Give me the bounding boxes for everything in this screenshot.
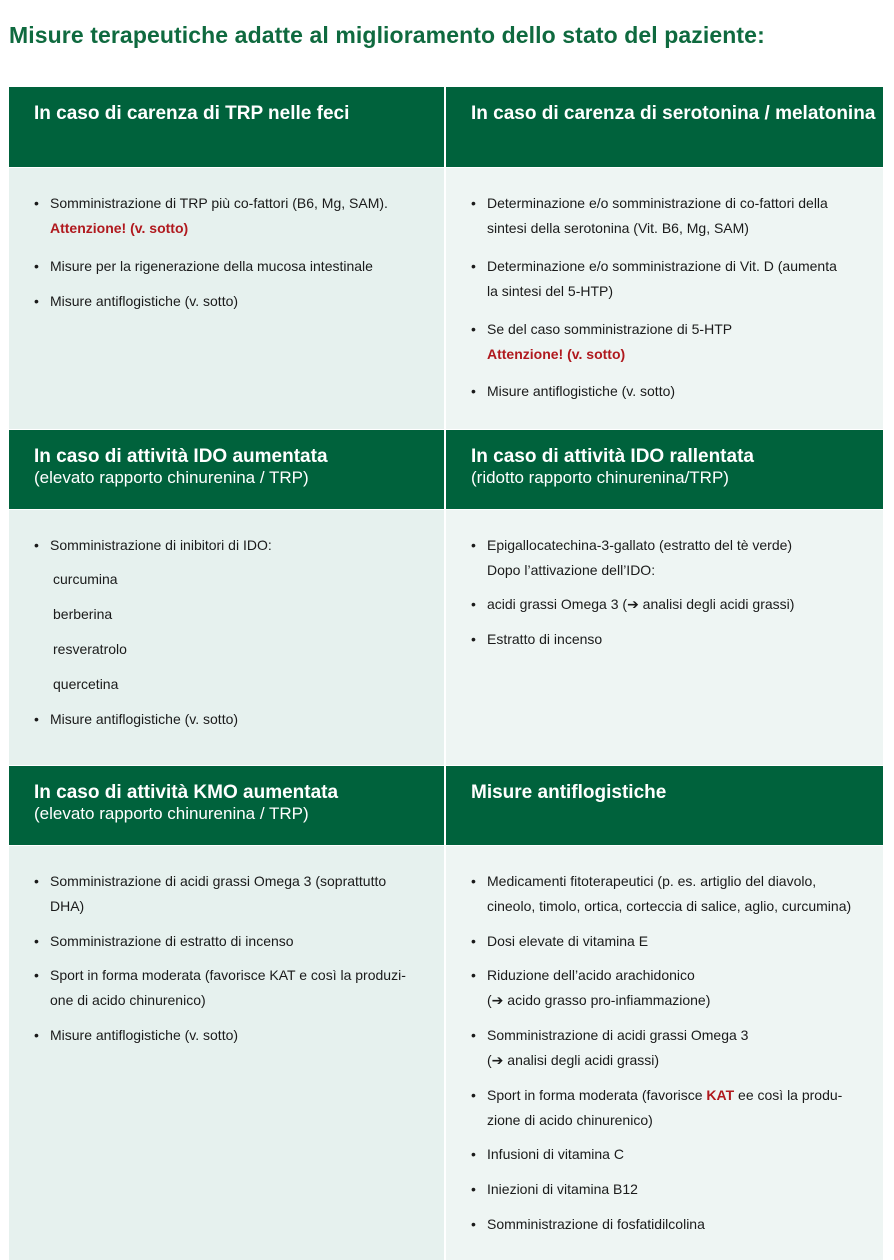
list-item: [471, 592, 869, 617]
item-text: Somministrazione di estratto di incenso: [50, 933, 294, 949]
section-title: In caso di carenza di TRP nelle feci: [34, 103, 350, 124]
item-text: [487, 1083, 869, 1108]
arrow-right-icon: ➔: [491, 992, 504, 1008]
list-item: [471, 1083, 869, 1133]
item-text: Estratto di incenso: [487, 631, 603, 647]
bullet: •: [471, 1181, 476, 1197]
section-title: In caso di attività IDO aumentata: [34, 446, 328, 467]
bullet: •: [34, 1027, 39, 1043]
section-title: In caso di carenza di serotonina / melatonina: [471, 103, 876, 124]
item-text: sintesi della serotonina (Vit. B6, Mg, SAM): [487, 220, 749, 236]
item-text: Dosi elevate di vitamina E: [487, 933, 649, 949]
item-text: DHA): [50, 898, 85, 914]
bullet: •: [471, 321, 476, 337]
highlight-kat: KAT: [706, 1087, 735, 1103]
item-text: Misure antiflogistiche (v. sotto): [50, 1027, 239, 1043]
section-subtitle: (elevato rapporto chinurenina / TRP): [34, 804, 309, 823]
sub-item: curcumina: [53, 571, 118, 587]
list-item: [471, 317, 869, 367]
body-kmo-aumentata: [9, 846, 444, 1260]
bullet: •: [34, 195, 39, 211]
list-item: [471, 1212, 869, 1237]
bullet: •: [471, 383, 476, 399]
item-text: one di acido chinurenico): [50, 992, 206, 1008]
warning-text: Attenzione! (v. sotto): [487, 346, 626, 362]
body-serotonina: [446, 168, 883, 429]
body-ido-rallentata: [446, 510, 883, 765]
list-item: [34, 963, 430, 1013]
item-text: Misure antiflogistiche (v. sotto): [487, 383, 676, 399]
item-text-part: acidi grassi Omega 3 (: [487, 596, 628, 612]
list-item: [471, 254, 869, 304]
header-antiflogistiche: [446, 766, 883, 845]
bullet: •: [471, 195, 476, 211]
section-subtitle: (elevato rapporto chinurenina / TRP): [34, 468, 309, 487]
sub-item: resveratrolo: [53, 641, 127, 657]
item-text: Dopo l’attivazione dell’IDO:: [487, 562, 656, 578]
item-text: Somministrazione di TRP più co-fattori (B6, Mg, SAM).: [50, 195, 388, 211]
body-antiflogistiche: [446, 846, 883, 1260]
header-kmo-aumentata: [9, 766, 444, 845]
list-item: [471, 929, 869, 954]
item-text: [487, 1048, 869, 1073]
header-serotonina: [446, 87, 883, 167]
item-text-part: analisi degli acidi grassi): [503, 1052, 660, 1068]
item-text: [487, 592, 869, 617]
list-item: [34, 929, 430, 954]
bullet: •: [34, 293, 39, 309]
arrow-right-icon: ➔: [491, 1052, 504, 1068]
item-text: Determinazione e/o somministrazione di co-fattori della: [487, 195, 828, 211]
section-title: In caso di attività KMO aumentata: [34, 782, 339, 803]
list-item: [34, 254, 430, 279]
bullet: •: [34, 967, 39, 983]
item-text: Somministrazione di fosfatidilcolina: [487, 1216, 705, 1232]
header-ido-rallentata: [446, 430, 883, 509]
section-title: In caso di attività IDO rallentata: [471, 446, 754, 467]
item-text: Somministrazione di inibitori di IDO:: [50, 537, 272, 553]
item-text: la sintesi del 5-HTP): [487, 283, 614, 299]
header-ido-aumentata: [9, 430, 444, 509]
bullet: •: [471, 1087, 476, 1103]
section-title: Misure antiflogistiche: [471, 782, 667, 803]
bullet: •: [471, 631, 476, 647]
item-text: Iniezioni di vitamina B12: [487, 1181, 638, 1197]
list-item: [34, 869, 430, 919]
warning-text: Attenzione! (v. sotto): [50, 220, 189, 236]
bullet: •: [471, 967, 476, 983]
list-item: [471, 627, 869, 652]
bullet: •: [34, 258, 39, 274]
item-text: Infusioni di vitamina C: [487, 1146, 624, 1162]
list-item: [471, 533, 869, 583]
list-item: [34, 289, 430, 314]
list-item: [471, 1177, 869, 1202]
item-text: Se del caso somministrazione di 5-HTP: [487, 321, 733, 337]
bullet: •: [34, 711, 39, 727]
item-text-part: (: [487, 1052, 492, 1068]
bullet: •: [34, 873, 39, 889]
item-text-part: Sport in forma moderata (favorisce: [487, 1087, 707, 1103]
item-text: cineolo, timolo, ortica, corteccia di salice, aglio, curcumina): [487, 898, 852, 914]
section-subtitle: (ridotto rapporto chinurenina/TRP): [471, 468, 729, 487]
bullet: •: [471, 1216, 476, 1232]
list-item: [471, 1142, 869, 1167]
list-item: [471, 1023, 869, 1073]
list-item: [34, 533, 430, 558]
list-item: [34, 1023, 430, 1048]
sub-item: quercetina: [53, 676, 119, 692]
header-trp-feci: [9, 87, 444, 167]
item-text: Misure antiflogistiche (v. sotto): [50, 293, 239, 309]
bullet: •: [34, 933, 39, 949]
arrow-right-icon: ➔: [627, 596, 639, 612]
list-item: [34, 707, 430, 732]
item-text: Misure antiflogistiche (v. sotto): [50, 711, 239, 727]
item-text: Sport in forma moderata (favorisce KAT e così la produzi-: [50, 967, 406, 983]
page-title: Misure terapeutiche adatte al miglioramento dello stato del paziente:: [9, 22, 765, 48]
sub-item: berberina: [53, 606, 113, 622]
bullet: •: [471, 537, 476, 553]
bullet: •: [471, 1027, 476, 1043]
body-ido-aumentata: [9, 510, 444, 765]
item-text: Somministrazione di acidi grassi Omega 3 (soprattutto: [50, 873, 387, 889]
item-text: Determinazione e/o somministrazione di Vit. D (aumenta: [487, 258, 837, 274]
item-text-part: analisi degli acidi grassi): [638, 596, 795, 612]
list-item: [471, 869, 869, 919]
item-text-part: (: [487, 992, 492, 1008]
list-item: [471, 191, 869, 241]
body-trp-feci: [9, 168, 444, 429]
item-text: Medicamenti fitoterapeutici (p. es. artiglio del diavolo,: [487, 873, 817, 889]
item-text: [487, 988, 869, 1013]
item-text-part: ee così la produ-: [734, 1087, 843, 1103]
item-text: Epigallocatechina-3-gallato (estratto del tè verde): [487, 537, 793, 553]
bullet: •: [34, 537, 39, 553]
item-text: zione di acido chinurenico): [487, 1112, 653, 1128]
item-text-part: acido grasso pro-infiammazione): [503, 992, 711, 1008]
list-item: [471, 379, 869, 404]
item-text: Misure per la rigenerazione della mucosa intestinale: [50, 258, 373, 274]
list-item: [34, 191, 430, 241]
bullet: •: [471, 1146, 476, 1162]
item-text: Riduzione dell’acido arachidonico: [487, 967, 695, 983]
item-text: Somministrazione di acidi grassi Omega 3: [487, 1027, 749, 1043]
bullet: •: [471, 873, 476, 889]
list-item: [471, 963, 869, 1013]
bullet: •: [471, 933, 476, 949]
bullet: •: [471, 258, 476, 274]
bullet: •: [471, 596, 476, 612]
